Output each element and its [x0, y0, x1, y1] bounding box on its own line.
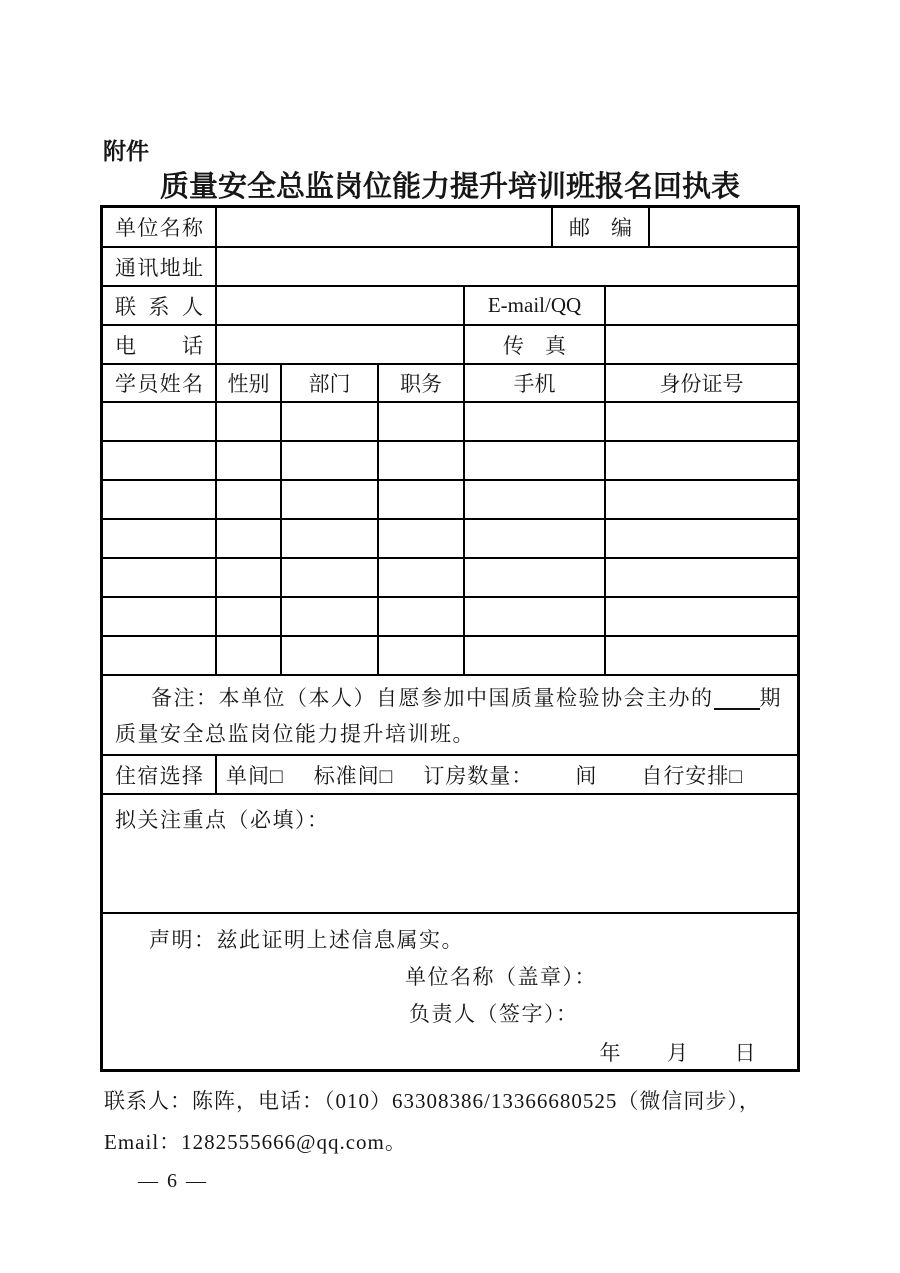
standard-room-checkbox-option: 标准间□ — [313, 763, 394, 788]
empty-cell — [217, 520, 282, 557]
empty-cell — [379, 598, 465, 635]
student-name-header-cell — [103, 365, 217, 401]
date-line: 年 月 日 — [599, 1041, 757, 1065]
empty-student-row — [103, 481, 797, 520]
empty-cell — [282, 403, 379, 440]
accommodation-options-cell — [217, 756, 797, 793]
footer-contact-block — [104, 1081, 814, 1163]
empty-cell — [465, 598, 606, 635]
empty-cell — [103, 403, 217, 440]
empty-cell — [103, 442, 217, 479]
attachment-label: 附件 — [103, 138, 149, 164]
position-header-cell — [379, 365, 465, 401]
empty-cell — [103, 520, 217, 557]
room-unit-label: 间 — [575, 763, 598, 788]
table-row — [103, 248, 797, 287]
empty-cell — [606, 481, 797, 518]
empty-cell — [379, 637, 465, 674]
empty-student-row — [103, 520, 797, 559]
empty-cell — [465, 559, 606, 596]
table-row — [103, 208, 797, 248]
declaration-row — [103, 914, 797, 1069]
fax-label-cell — [465, 326, 606, 363]
empty-cell — [465, 520, 606, 557]
contact-person-input-cell — [217, 287, 465, 324]
declaration-statement: 声明：兹此证明上述信息属实。 — [149, 928, 464, 952]
email-qq-input-cell — [606, 287, 797, 324]
focus-row — [103, 795, 797, 914]
remark-text-suffix: 期 — [759, 686, 782, 710]
empty-cell — [379, 520, 465, 557]
mobile-header-cell — [465, 365, 606, 401]
empty-cell — [103, 481, 217, 518]
department-header: 部门 — [308, 372, 351, 396]
empty-student-row — [103, 559, 797, 598]
postal-code-input-cell — [650, 208, 797, 246]
postal-code-label: 邮 编 — [569, 216, 632, 240]
contact-person-label: 联 系 人 — [115, 294, 203, 319]
responsible-sign-label: 负责人（签字）： — [409, 1002, 579, 1026]
empty-student-row — [103, 637, 797, 676]
fax-input-cell — [606, 326, 797, 363]
phone-input-cell — [217, 326, 465, 363]
fax-label: 传 真 — [503, 333, 566, 358]
room-count-label: 订房数量： — [423, 763, 534, 788]
table-row — [103, 287, 797, 326]
accommodation-label-cell — [103, 756, 217, 793]
phone-label-cell — [103, 326, 217, 363]
remark-cell — [103, 676, 797, 754]
page-title: 质量安全总监岗位能力提升培训班报名回执表 — [159, 171, 740, 203]
email-qq-label: E-mail/QQ — [487, 293, 582, 317]
empty-cell — [217, 442, 282, 479]
address-input-cell — [217, 248, 797, 285]
empty-cell — [103, 598, 217, 635]
address-label-cell — [103, 248, 217, 285]
blank-underline — [714, 686, 760, 710]
postal-code-label-cell — [553, 208, 650, 246]
single-room-checkbox-option: 单间□ — [226, 763, 284, 788]
empty-cell — [379, 442, 465, 479]
empty-cell — [465, 481, 606, 518]
empty-cell — [379, 403, 465, 440]
empty-student-row — [103, 598, 797, 637]
unit-name-label-cell — [103, 208, 217, 246]
position-header: 职务 — [400, 372, 442, 396]
department-header-cell — [282, 365, 379, 401]
empty-cell — [465, 403, 606, 440]
empty-cell — [282, 598, 379, 635]
id-number-header: 身份证号 — [659, 372, 744, 396]
empty-cell — [217, 637, 282, 674]
empty-cell — [282, 559, 379, 596]
footer-contact-line: 联系人：陈阵，电话：（010）63308386/13366680525（微信同步）， — [104, 1089, 761, 1113]
mobile-header: 手机 — [513, 372, 556, 396]
empty-cell — [217, 598, 282, 635]
table-row — [103, 326, 797, 365]
accommodation-label: 住宿选择 — [115, 763, 203, 788]
empty-cell — [282, 637, 379, 674]
empty-student-row — [103, 403, 797, 442]
address-label: 通讯地址 — [115, 255, 203, 280]
empty-cell — [465, 637, 606, 674]
declaration-cell — [103, 914, 797, 1069]
empty-cell — [606, 520, 797, 557]
remark-row — [103, 676, 797, 756]
empty-cell — [217, 559, 282, 596]
empty-cell — [217, 481, 282, 518]
empty-cell — [606, 442, 797, 479]
self-arrange-checkbox-option: 自行安排□ — [641, 763, 744, 788]
remark-line-2: 质量安全总监岗位能力提升培训班。 — [115, 722, 475, 746]
empty-cell — [379, 481, 465, 518]
contact-person-label-cell — [103, 287, 217, 324]
empty-cell — [282, 442, 379, 479]
empty-cell — [103, 559, 217, 596]
empty-cell — [282, 520, 379, 557]
unit-name-input-cell — [217, 208, 553, 246]
email-qq-label-cell — [465, 287, 606, 324]
empty-cell — [606, 403, 797, 440]
focus-cell — [103, 795, 797, 912]
remark-line-1 — [115, 680, 787, 716]
gender-header-cell — [217, 365, 282, 401]
id-number-header-cell — [606, 365, 797, 401]
empty-cell — [606, 598, 797, 635]
empty-cell — [606, 559, 797, 596]
student-name-header: 学员姓名 — [115, 372, 203, 396]
student-header-row — [103, 365, 797, 403]
remark-text-prefix: 备注：本单位（本人）自愿参加中国质量检验协会主办的 — [151, 686, 714, 710]
footer-email-line: Email：1282555666@qq.com。 — [104, 1130, 407, 1154]
registration-form-table — [100, 205, 800, 1072]
phone-label: 电 话 — [115, 333, 203, 358]
gender-header: 性别 — [227, 372, 270, 396]
unit-seal-label: 单位名称（盖章）： — [405, 965, 597, 989]
unit-name-label: 单位名称 — [115, 216, 203, 240]
empty-cell — [379, 559, 465, 596]
empty-cell — [103, 637, 217, 674]
focus-required-label: 拟关注重点（必填）： — [115, 808, 330, 832]
empty-cell — [465, 442, 606, 479]
empty-student-row — [103, 442, 797, 481]
empty-cell — [606, 637, 797, 674]
empty-cell — [282, 481, 379, 518]
empty-cell — [217, 403, 282, 440]
accommodation-row — [103, 756, 797, 795]
page-number: — 6 — — [138, 1170, 208, 1192]
